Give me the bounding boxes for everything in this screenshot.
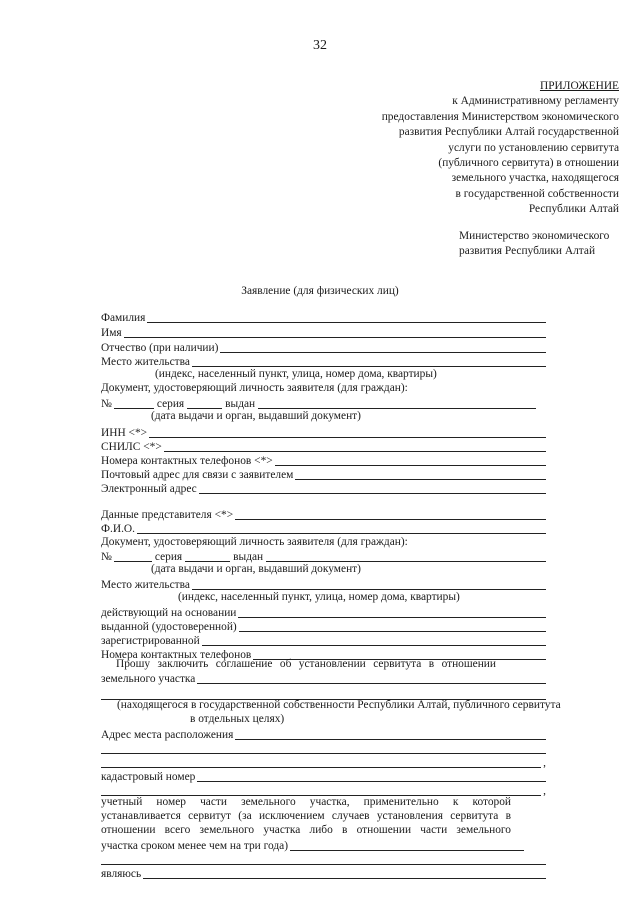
residence-row [101,354,546,368]
snils-label: СНИЛС <*> [101,441,162,453]
phones-field[interactable] [275,454,546,466]
phones-row [101,453,546,467]
id-document-label: Документ, удостоверяющий личность заявителя (для граждан): [101,382,408,394]
request-text: Прошу заключить соглашение об установлении сервитута в отношении [116,658,496,670]
name-label: Имя [101,327,122,339]
appendix-line: земельного участка, находящегося [451,172,619,185]
surname-field[interactable] [147,311,546,323]
series-field[interactable] [187,397,222,409]
cadastral-comma: , [543,785,546,797]
being-label: являюсь [101,868,142,880]
address-row [101,727,546,741]
rep-residence-row [101,577,546,591]
document-number-field[interactable] [114,397,154,409]
name-field[interactable] [124,326,546,338]
rep-issued-cert-field[interactable] [239,620,546,632]
issue-hint: (дата выдачи и орган, выдавший документ) [151,410,361,422]
snils-row [101,439,546,453]
being-row [101,866,546,880]
form-title: Заявление (для физических лиц) [241,285,399,297]
residence-field[interactable] [192,355,546,367]
number-sign: № [101,398,112,410]
rep-issued-cert-row [101,619,546,633]
rep-acting-row [101,605,546,619]
rep-residence-field[interactable] [192,578,546,590]
land-plot-field[interactable] [197,672,546,684]
owner-hint-2: в отдельных целях) [190,713,285,725]
postal-row [101,467,546,481]
email-field[interactable] [199,482,546,494]
rep-fio-label: Ф.И.О. [101,523,135,535]
part-number-field-2[interactable] [101,853,546,865]
rep-issued-label: выдан [233,551,264,563]
snils-field[interactable] [164,440,546,452]
rep-issue-hint: (дата выдачи и орган, выдавший документ) [151,563,361,575]
rep-number-sign: № [101,551,112,563]
appendix-title: ПРИЛОЖЕНИЕ [539,80,619,92]
part-row-2 [101,852,546,866]
rep-fio-row [101,521,546,535]
address-row-3 [101,755,546,769]
address-field[interactable] [235,728,546,740]
address-label: Адрес места расположения [101,729,234,741]
surname-row [101,310,546,324]
issued-field[interactable] [258,397,536,409]
appendix-line: услуги по установлению сервитута [448,141,619,154]
rep-issued-field[interactable] [266,550,546,562]
address-comma: , [543,757,546,769]
postal-field[interactable] [295,468,546,480]
appendix-line: Республики Алтай [528,203,619,216]
appendix-line: развития Республики Алтай государственной [398,126,619,139]
email-row [101,481,546,495]
surname-label: Фамилия [101,312,146,324]
rep-id-document-label: Документ, удостоверяющий личность заявителя (для граждан): [101,536,408,548]
inn-row [101,425,546,439]
appendix-line: к Административному регламенту [452,95,619,108]
cadastral-row [101,769,546,783]
part-number-field[interactable] [290,839,524,851]
name-row [101,325,546,339]
appendix-line: в государственной собственности [455,187,619,200]
email-label: Электронный адрес [101,483,197,495]
rep-document-number-field[interactable] [114,550,152,562]
patronymic-field[interactable] [220,341,546,353]
rep-acting-field[interactable] [238,606,546,618]
land-plot-label: земельного участка [101,673,196,685]
rep-phones-label: Номера контактных телефонов [101,649,252,661]
rep-residence-label: Место жительства [101,579,190,591]
rep-data-label: Данные представителя <*> [101,509,234,521]
part-line-4-row [101,838,546,852]
rep-series-label: серия [154,551,183,563]
part-line-1: учетный номер части земельного участка, применительно к которой [101,796,511,808]
phones-label: Номера контактных телефонов <*> [101,455,273,467]
part-line-3: отношении всего земельного участка либо в отношении части земельного [101,824,511,836]
addressee-line: развития Республики Алтай [459,245,596,258]
patronymic-label: Отчество (при наличии) [101,342,219,354]
address-field-2[interactable] [101,742,546,754]
owner-hint-1: (находящегося в государственной собственности Республики Алтай, публичного сервитута [117,699,561,711]
residence-hint: (индекс, населенный пункт, улица, номер дома, квартиры) [155,368,437,380]
appendix-line: предоставления Министерством экономического [381,110,619,123]
address-field-3[interactable] [101,756,541,768]
inn-label: ИНН <*> [101,427,148,439]
land-plot-row [101,671,546,685]
rep-residence-hint: (индекс, населенный пункт, улица, номер дома, квартиры) [178,591,460,603]
issued-label: выдан [225,398,256,410]
residence-label: Место жительства [101,356,190,368]
part-line-2: устанавливается сервитут (за исключением случаев установления сервитута в [101,810,511,822]
rep-issued-cert-label: выданной (удостоверенной) [101,621,237,633]
rep-data-field[interactable] [235,508,546,520]
rep-acting-label: действующий на основании [101,607,237,619]
id-document-row [101,396,546,410]
appendix-line: (публичного сервитута) в отношении [438,157,619,170]
cadastral-label: кадастровый номер [101,771,196,783]
postal-label: Почтовый адрес для связи с заявителем [101,469,294,481]
being-field[interactable] [143,867,546,879]
rep-series-field[interactable] [185,550,230,562]
addressee-line: Министерство экономического [459,230,610,242]
rep-id-document-row [101,549,546,563]
address-row-2 [101,741,546,755]
rep-registered-row [101,633,546,647]
rep-registered-label: зарегистрированной [101,635,200,647]
page-number: 32 [313,38,327,53]
rep-data-row [101,507,546,521]
series-label: серия [156,398,185,410]
part-line-4: участка сроком менее чем на три года) [101,840,289,852]
inn-field[interactable] [149,426,546,438]
patronymic-row [101,340,546,354]
rep-fio-field[interactable] [137,522,546,534]
rep-registered-field[interactable] [202,634,546,646]
cadastral-field[interactable] [197,770,546,782]
